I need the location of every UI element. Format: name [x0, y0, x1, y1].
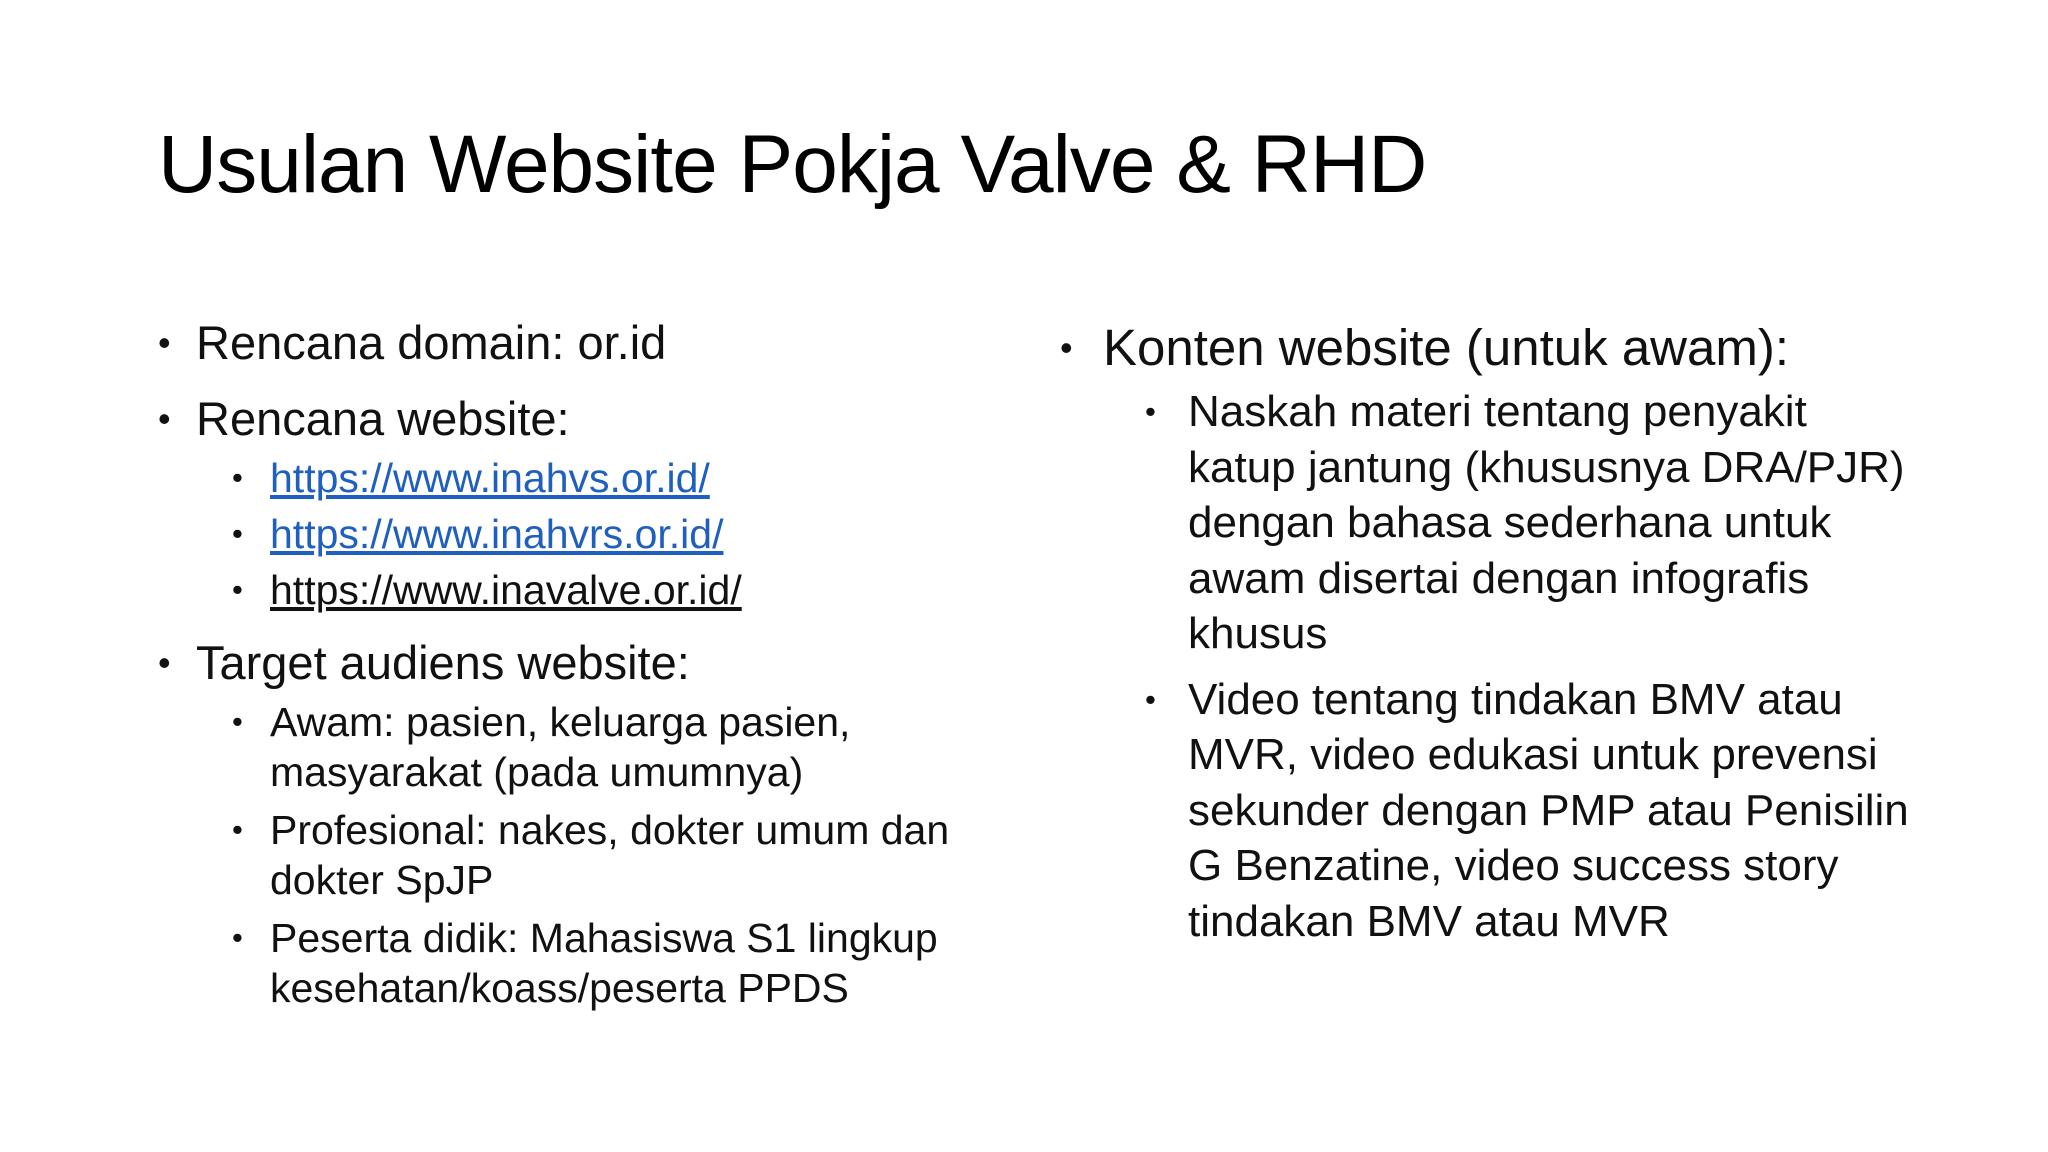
right-bullet-list	[1060, 318, 1920, 963]
bullet-icon: •	[232, 704, 243, 739]
bullet-icon: •	[158, 322, 171, 363]
list-item	[232, 913, 1028, 1013]
list-item	[232, 453, 1028, 503]
bullet-website-plan	[158, 391, 1028, 615]
content-video: Video tentang tindakan BMV atau MVR, video edukasi untuk prevensi sekunder dengan PMP atau Penisilin G Benzatine, video success story tindakan BMV atau MVR	[1188, 674, 1909, 946]
bullet-icon: •	[232, 812, 243, 847]
website-heading: Rencana website:	[196, 392, 570, 445]
bullet-icon: •	[158, 398, 171, 439]
website-list	[196, 453, 1028, 615]
bullet-icon: •	[1145, 394, 1156, 429]
audience-profesional: Profesional: nakes, dokter umum dan dokter SpJP	[270, 807, 950, 903]
content-heading: Konten website (untuk awam):	[1103, 319, 1790, 376]
bullet-icon: •	[232, 516, 243, 551]
bullet-icon: •	[158, 642, 171, 683]
audience-heading: Target audiens website:	[196, 636, 690, 689]
left-bullet-list	[158, 315, 1028, 1033]
bullet-icon: •	[1145, 681, 1156, 717]
audience-peserta-didik: Peserta didik: Mahasiswa S1 lingkup kesehatan/koass/peserta PPDS	[270, 915, 938, 1011]
website-link-inavalve[interactable]: https://www.inavalve.or.id/	[270, 567, 742, 613]
audience-awam: Awam: pasien, keluarga pasien, masyarakat (pada umumnya)	[270, 699, 851, 795]
audience-list	[196, 697, 1028, 1013]
content-naskah: Naskah materi tentang penyakit katup jantung (khususnya DRA/PJR) dengan bahasa sederhana untuk awam disertai dengan infografis khusus	[1188, 387, 1905, 658]
bullet-icon: •	[1060, 327, 1073, 368]
bullet-domain	[158, 315, 1028, 371]
bullet-target-audience	[158, 635, 1028, 1013]
list-item	[1145, 384, 1920, 662]
website-link-inahvrs[interactable]: https://www.inahvrs.or.id/	[270, 511, 724, 557]
list-item	[232, 697, 1028, 797]
bullet-icon: •	[232, 572, 243, 607]
slide-title: Usulan Website Pokja Valve & RHD	[158, 119, 1427, 210]
bullet-icon: •	[232, 460, 243, 495]
list-item	[232, 805, 1028, 905]
list-item	[1145, 672, 1920, 950]
list-item	[232, 565, 1028, 615]
bullet-icon: •	[232, 920, 243, 955]
bullet-content	[1060, 318, 1920, 949]
domain-text: Rencana domain: or.id	[196, 316, 667, 369]
content-list	[1103, 384, 1920, 949]
website-link-inahvs[interactable]: https://www.inahvs.or.id/	[270, 455, 710, 501]
list-item	[232, 509, 1028, 559]
